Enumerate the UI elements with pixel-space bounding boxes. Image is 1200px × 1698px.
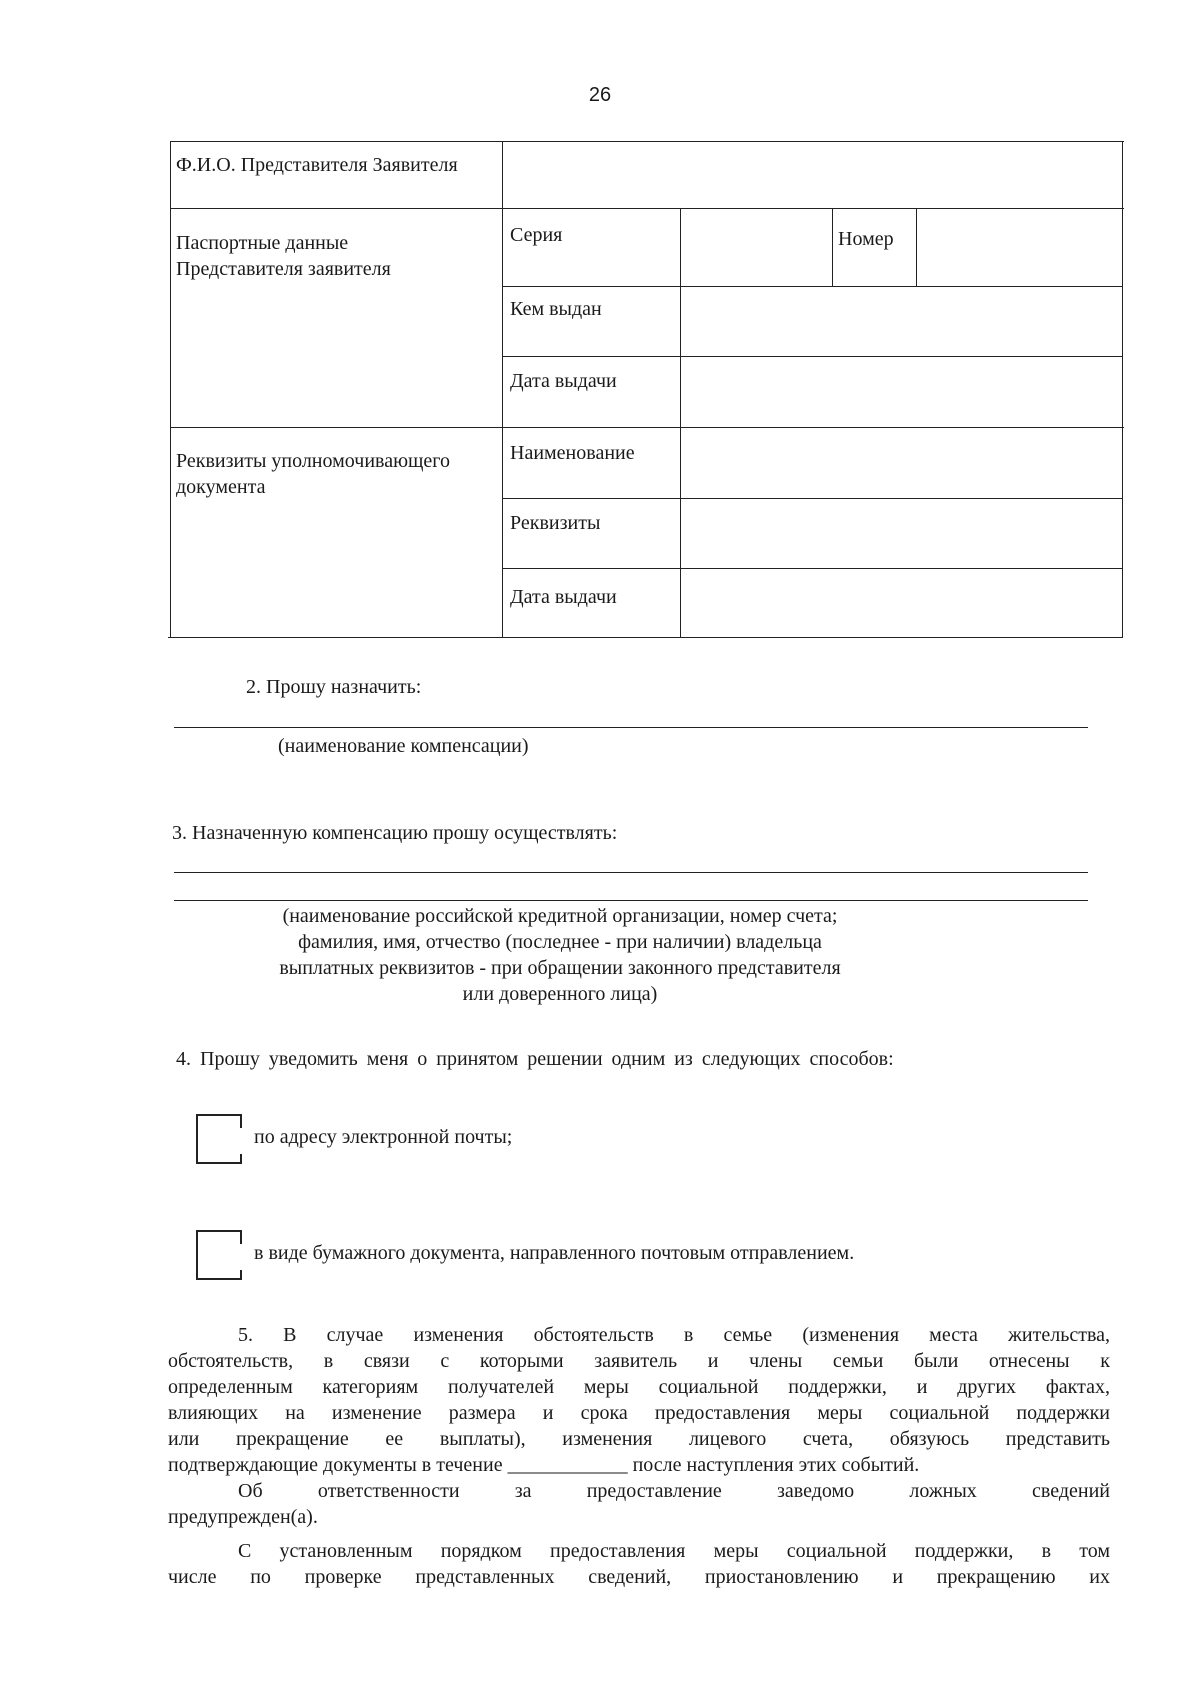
payment-caption-line: (наименование российской кредитной организации, номер счета;	[282, 905, 838, 927]
section-5-line: или прекращение ее выплаты), изменения лицевого счета, обязуюсь представить	[168, 1428, 1110, 1450]
section-5-last-line-end: после наступления этих событий.	[632, 1454, 920, 1476]
row-divider-rep-name	[170, 208, 1124, 209]
section-5-line: определенным категориям получателей меры социальной поддержки, и других фактах,	[168, 1376, 1110, 1398]
row-divider-series	[502, 286, 1122, 287]
rep-name-label: Ф.И.О. Представителя Заявителя	[176, 154, 458, 176]
passport-label-line-2: Представителя заявителя	[176, 258, 391, 280]
section-2-heading: 2. Прошу назначить:	[246, 676, 422, 698]
payment-details-line-2	[174, 900, 1088, 901]
authorizing-doc-label-line-2: документа	[176, 476, 266, 498]
passport-label	[176, 230, 391, 282]
section-5-last-line-start: подтверждающие документы в течение	[168, 1454, 503, 1476]
issue-date-label: Дата выдачи	[510, 370, 617, 392]
page-number: 26	[588, 84, 612, 106]
table-right-border	[1122, 141, 1123, 638]
number-value-divider	[916, 208, 917, 286]
number-label: Номер	[838, 228, 894, 250]
issued-by-label: Кем выдан	[510, 298, 602, 320]
payment-caption-line: или доверенного лица)	[462, 983, 658, 1005]
compensation-name-caption: (наименование компенсации)	[278, 735, 529, 757]
procedure-line-2: числе по проверке представленных сведений, приостановлению и прекращению их	[168, 1566, 1110, 1588]
payment-caption-line: выплатных реквизитов - при обращении законного представителя	[279, 957, 841, 979]
email-option-label: по адресу электронной почты;	[254, 1126, 513, 1148]
passport-label-line-1: Паспортные данные	[176, 232, 349, 254]
responsibility-line-2: предупрежден(а).	[168, 1506, 318, 1528]
row-divider-passport	[170, 427, 1124, 428]
payment-details-line-1	[174, 872, 1088, 873]
doc-requisites-label: Реквизиты	[510, 512, 601, 534]
section-3-heading: 3. Назначенную компенсацию прошу осуществлять:	[172, 822, 618, 844]
section-5-line: обстоятельств, в связи с которыми заявитель и члены семьи были отнесены к	[168, 1350, 1110, 1372]
number-label-divider	[832, 208, 833, 286]
section-5-line: 5. В случае изменения обстоятельств в семье (изменения места жительства,	[238, 1324, 1110, 1346]
compensation-name-line	[174, 727, 1088, 728]
paper-mail-option-label: в виде бумажного документа, направленного почтовым отправлением.	[254, 1242, 855, 1264]
notification-period-blank[interactable]: ____________	[507, 1454, 628, 1476]
row-divider-doc-requisites	[502, 568, 1122, 569]
payment-details-caption	[200, 903, 920, 1007]
table-label-column-divider	[502, 141, 503, 638]
paper-mail-option-checkbox[interactable]	[196, 1230, 240, 1280]
responsibility-line-1: Об ответственности за предоставление заведомо ложных сведений	[238, 1480, 1110, 1502]
doc-name-label: Наименование	[510, 442, 635, 464]
table-left-border	[170, 141, 171, 638]
email-option-checkbox[interactable]	[196, 1114, 240, 1164]
payment-caption-line: фамилия, имя, отчество (последнее - при наличии) владельца	[298, 931, 822, 953]
row-divider-issued-by	[502, 356, 1122, 357]
doc-issue-date-label: Дата выдачи	[510, 586, 617, 608]
table-top-border	[170, 141, 1124, 142]
authorizing-doc-label	[176, 448, 450, 500]
table-bottom-border	[168, 637, 1122, 638]
section-5-last-line	[168, 1452, 919, 1478]
row-divider-doc-name	[502, 498, 1122, 499]
section-4-heading: 4. Прошу уведомить меня о принятом решении одним из следующих способов:	[176, 1048, 894, 1070]
series-label: Серия	[510, 224, 563, 246]
procedure-line-1: С установленным порядком предоставления меры социальной поддержки, в том	[238, 1540, 1110, 1562]
series-value-divider	[680, 208, 681, 638]
section-5-line: влияющих на изменение размера и срока предоставления меры социальной поддержки	[168, 1402, 1110, 1424]
authorizing-doc-label-line-1: Реквизиты уполномочивающего	[176, 450, 451, 472]
